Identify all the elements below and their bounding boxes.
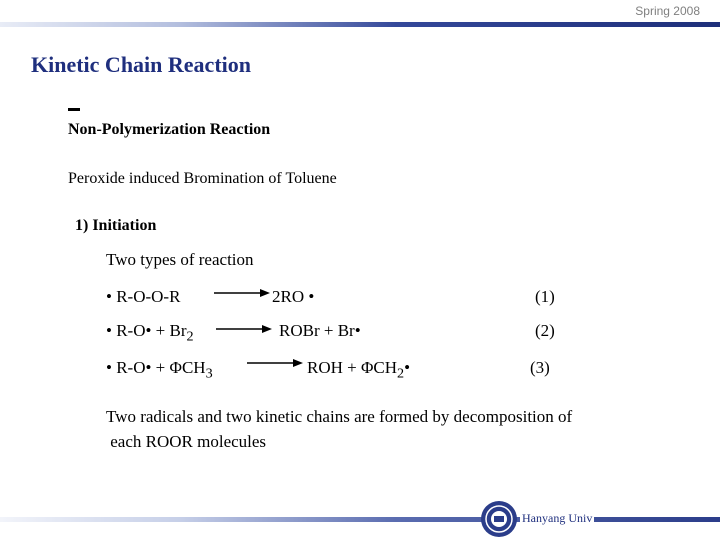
university-name: Hanyang Univ — [522, 511, 593, 525]
footer-bar — [0, 517, 720, 522]
reaction-1-number: (1) — [535, 287, 555, 306]
product-subscript: 2 — [397, 365, 405, 382]
conclusion-line-2: each ROOR molecules — [106, 432, 267, 451]
product-text: ROH + ΦCH — [307, 358, 398, 377]
reaction-3-number: (3) — [530, 358, 550, 377]
semester-label: Spring 2008 — [635, 4, 700, 18]
reaction-2-number: (2) — [535, 321, 555, 340]
reaction-arrow-icon — [247, 357, 303, 369]
bullet: • — [106, 358, 112, 377]
reaction-3-product — [307, 358, 410, 382]
bullet: • — [106, 287, 112, 306]
product-suffix: • — [404, 358, 411, 377]
reaction-arrow-icon — [216, 323, 272, 335]
reaction-1-product — [272, 287, 314, 311]
header-bar — [0, 22, 720, 27]
topic-text: Peroxide induced Bromination of Toluene — [68, 170, 337, 187]
slide-title: Kinetic Chain Reaction — [31, 52, 251, 77]
reaction-arrow-icon — [214, 287, 270, 299]
reactant-text: R-O• + Br — [116, 321, 187, 340]
reactant-subscript: 2 — [186, 328, 194, 345]
conclusion-line-1: Two radicals and two kinetic chains are formed by decomposition of — [106, 407, 573, 426]
product-text: 2RO • — [272, 287, 315, 306]
reaction-2-reactant — [106, 321, 194, 345]
subtitle: Non-Polymerization Reaction — [68, 121, 271, 138]
step-heading: 1) Initiation — [75, 217, 157, 234]
dash-mark — [68, 108, 80, 111]
university-seal-icon — [480, 500, 518, 538]
reactant-text: R-O-O-R — [116, 287, 181, 306]
reactant-subscript: 3 — [205, 365, 213, 382]
product-text: ROBr + Br• — [279, 321, 361, 340]
bullet: • — [106, 321, 112, 340]
reaction-3-reactant — [106, 358, 213, 382]
reaction-1-reactant — [106, 287, 180, 311]
reaction-2-product — [279, 321, 361, 345]
intro-text: Two types of reaction — [106, 250, 254, 269]
reactant-text: R-O• + ΦCH — [116, 358, 206, 377]
